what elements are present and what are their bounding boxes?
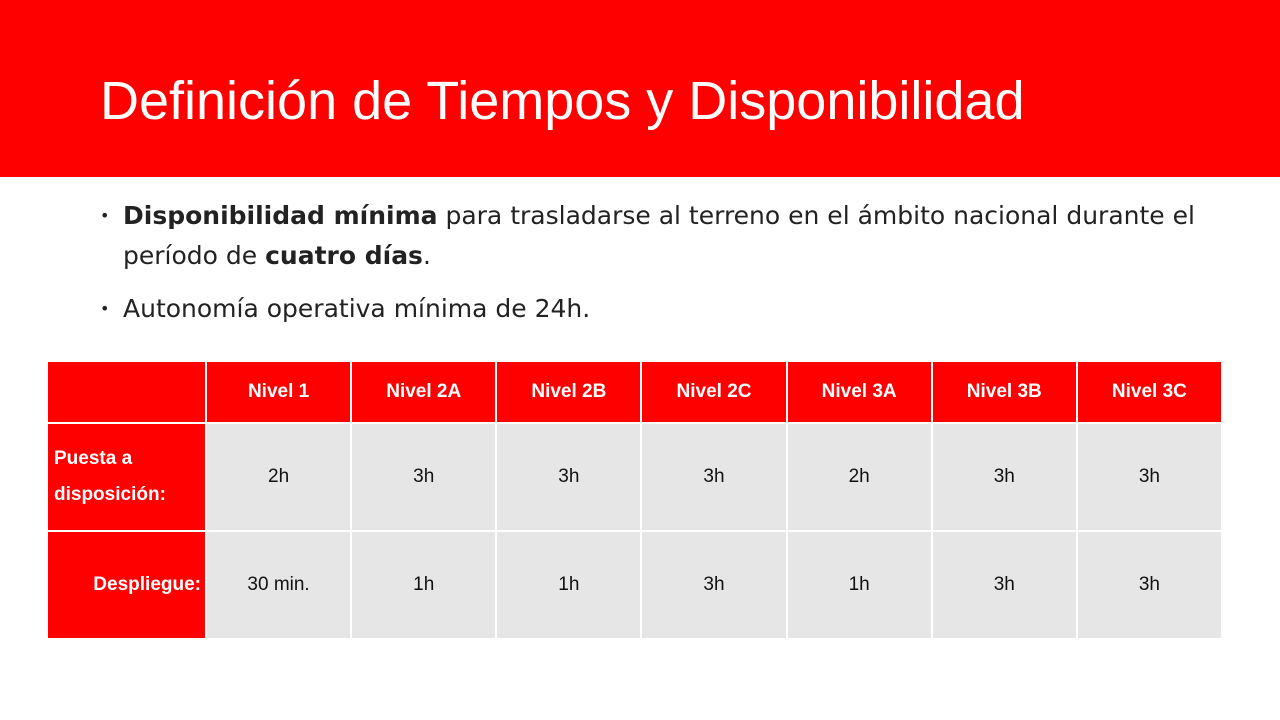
- bullet-text: para trasladarse al terreno en el ámbito nacional durante el período de: [123, 201, 1195, 270]
- table-cell: 3h: [932, 531, 1077, 639]
- table-cell: 3h: [641, 423, 786, 531]
- bullet-item-autonomy: [100, 289, 1220, 329]
- column-header-nivel-3c: Nivel 3C: [1077, 361, 1222, 423]
- table-header-row: [47, 361, 1222, 423]
- row-header: Despliegue:: [47, 531, 206, 639]
- slide-title: Definición de Tiempos y Disponibilidad: [100, 71, 1025, 131]
- table-cell: 30 min.: [206, 531, 351, 639]
- table-cell: 1h: [787, 531, 932, 639]
- bullet-item-availability: [100, 196, 1220, 276]
- table-cell: 3h: [1077, 423, 1222, 531]
- levels-table: [46, 360, 1223, 640]
- bullet-bold-term: Disponibilidad mínima: [123, 201, 438, 230]
- table-cell: 3h: [641, 531, 786, 639]
- table-cell: 3h: [496, 423, 641, 531]
- column-header-nivel-3b: Nivel 3B: [932, 361, 1077, 423]
- column-header-nivel-2c: Nivel 2C: [641, 361, 786, 423]
- table-cell: 2h: [206, 423, 351, 531]
- table-cell: 3h: [932, 423, 1077, 531]
- table-cell: 3h: [351, 423, 496, 531]
- bullet-dot-icon: •: [100, 206, 110, 225]
- title-bar: [0, 0, 1280, 177]
- column-header-nivel-1: Nivel 1: [206, 361, 351, 423]
- column-header-nivel-2a: Nivel 2A: [351, 361, 496, 423]
- bullet-dot-icon: •: [100, 299, 110, 318]
- column-header-nivel-2b: Nivel 2B: [496, 361, 641, 423]
- column-header-nivel-3a: Nivel 3A: [787, 361, 932, 423]
- bullet-text: Autonomía operativa mínima de 24h.: [123, 294, 591, 323]
- table-cell: 3h: [1077, 531, 1222, 639]
- bullet-bold-term: cuatro días: [265, 241, 423, 270]
- bullet-list: [100, 196, 1220, 342]
- table-cell: 1h: [351, 531, 496, 639]
- table-row-despliegue: [47, 531, 1222, 639]
- table-corner-cell: [47, 361, 206, 423]
- table-cell: 1h: [496, 531, 641, 639]
- table-cell: 2h: [787, 423, 932, 531]
- row-header: Puesta a disposición:: [47, 423, 206, 531]
- table-row-puesta-a-disposicion: [47, 423, 1222, 531]
- bullet-text: .: [422, 241, 431, 270]
